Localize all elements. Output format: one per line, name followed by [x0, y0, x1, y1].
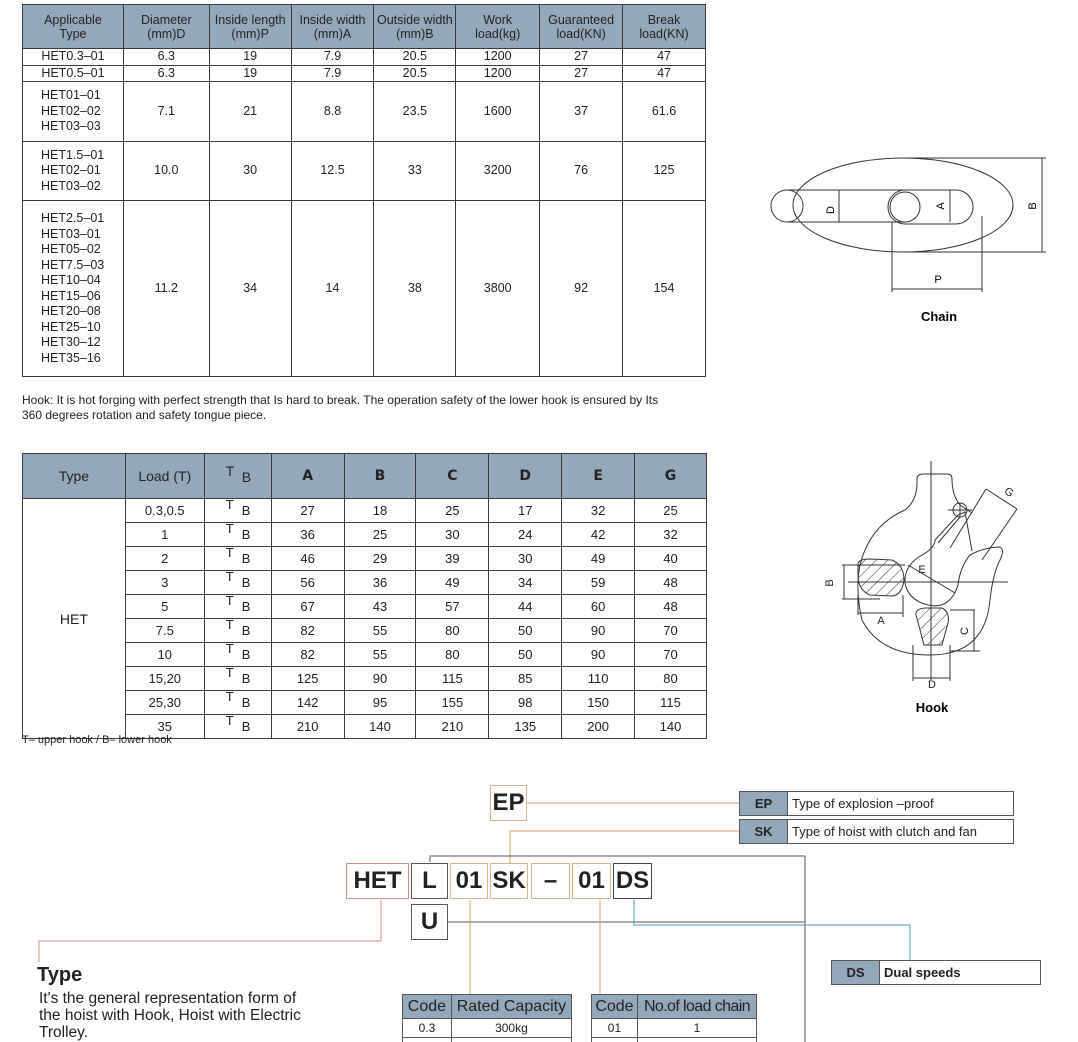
cell-p: 21	[209, 82, 291, 142]
cell-d: 11.2	[123, 201, 209, 377]
cell-dimension: 80	[416, 643, 489, 667]
label-g: G	[1001, 485, 1016, 500]
cell-guaranteed: 92	[540, 201, 623, 377]
b-mark: B	[241, 719, 251, 734]
header-code: Code	[403, 995, 452, 1019]
code-u: U	[411, 904, 448, 940]
t-mark: T	[225, 497, 234, 512]
column-header-line: Type	[59, 26, 87, 41]
cell-dimension: 140	[344, 715, 416, 739]
cell-dimension: 90	[562, 643, 635, 667]
column-header-line: Outside width	[376, 12, 453, 27]
cell-dimension: 70	[635, 619, 707, 643]
table-header-row	[403, 995, 572, 1019]
cell-load: 35	[125, 715, 204, 739]
cell-dimension: 140	[635, 715, 707, 739]
legend-value: Dual speeds	[880, 961, 1040, 984]
cell-load: 3	[125, 571, 204, 595]
cell-dimension: 24	[489, 523, 562, 547]
cell-dimension: 32	[562, 499, 635, 523]
cell-dimension: 34	[489, 571, 562, 595]
cell-dimension: 39	[416, 547, 489, 571]
t-mark: T	[225, 713, 234, 728]
code-sk: SK	[490, 863, 528, 899]
cell-work: 1600	[456, 82, 540, 142]
cell-a: 7.9	[291, 49, 374, 66]
table-header-row	[592, 995, 757, 1019]
label-e: E	[918, 564, 926, 576]
cell-p: 30	[209, 141, 291, 201]
cell-break: 125	[623, 141, 706, 201]
cell-break: 61.6	[623, 82, 706, 142]
b-mark: B	[241, 599, 251, 614]
cell-dimension: 46	[271, 547, 344, 571]
cell-dimension: 25	[416, 499, 489, 523]
cell-load: 1	[125, 523, 204, 547]
column-header-line: Diameter	[140, 12, 192, 27]
cell-dimension: 30	[416, 523, 489, 547]
cell-work: 1200	[456, 49, 540, 66]
load-chain-table	[591, 994, 757, 1042]
cell-dimension: 29	[344, 547, 416, 571]
type-code: HET0.3–01	[41, 49, 105, 63]
column-header-line: (mm)D	[147, 26, 186, 41]
legend-key: EP	[740, 792, 788, 815]
cell-break: 154	[623, 201, 706, 377]
cell-a: 14	[291, 201, 374, 377]
cell-load: 2	[125, 547, 204, 571]
header-d: D	[489, 454, 562, 499]
type-code: HET1.5–01	[41, 147, 105, 162]
header-code: Code	[592, 995, 638, 1019]
legend-key: SK	[740, 820, 788, 843]
cell-dimension: 50	[489, 619, 562, 643]
header-load: Load (T)	[125, 454, 204, 499]
cell-break: 47	[623, 49, 706, 66]
cell-p: 19	[209, 65, 291, 82]
cell-a: 12.5	[291, 141, 374, 201]
column-header-line: Break	[647, 12, 681, 27]
label-c: C	[959, 627, 971, 635]
label-b: B	[824, 579, 836, 587]
cell-load: 7.5	[125, 619, 204, 643]
cell-dimension: 70	[635, 643, 707, 667]
hook-caption: Hook	[915, 700, 949, 715]
hook-description-line: 360 degrees rotation and safety tongue piece.	[22, 408, 267, 422]
cell-dimension: 55	[344, 619, 416, 643]
cell-code: 0.3	[403, 1019, 452, 1038]
type-code: HET0.5–01	[41, 65, 105, 80]
cell-dimension: 49	[416, 571, 489, 595]
type-title: Type	[37, 964, 83, 986]
cell-load: 0.3,0.5	[125, 499, 204, 523]
cell-dimension: 50	[489, 643, 562, 667]
header-b-dim: B	[344, 454, 416, 499]
column-header-line: Applicable	[44, 12, 102, 27]
column-header-line: Inside length	[214, 12, 286, 27]
header-type: Type	[23, 454, 126, 499]
cell-dimension: 125	[271, 667, 344, 691]
cell-load: 10	[125, 643, 204, 667]
column-header-line: (mm)A	[313, 26, 352, 41]
cell-dimension: 135	[489, 715, 562, 739]
label-b: B	[1027, 202, 1039, 210]
code-capacity: 01	[450, 863, 488, 899]
column-header-line: (mm)B	[396, 26, 434, 41]
b-mark: B	[241, 623, 251, 638]
cell-load: 25,30	[125, 691, 204, 715]
cell-load: 5	[125, 595, 204, 619]
type-description-line: It's the general representation form of	[39, 990, 297, 1007]
t-mark: T	[225, 521, 234, 536]
cell-b: 33	[374, 141, 456, 201]
cell-dimension: 115	[635, 691, 707, 715]
cell-p: 34	[209, 201, 291, 377]
cell-dimension: 80	[416, 619, 489, 643]
cell-dimension: 36	[271, 523, 344, 547]
legend-value: Type of hoist with clutch and fan	[788, 820, 1013, 843]
column-header-line: Work	[483, 12, 513, 27]
cell-dimension: 49	[562, 547, 635, 571]
b-mark: B	[241, 503, 251, 518]
cell-dimension: 115	[416, 667, 489, 691]
type-code: HET25–10	[41, 319, 101, 334]
t-mark: T	[225, 641, 234, 656]
cell-d: 7.1	[123, 82, 209, 142]
type-code: HET03–02	[41, 178, 101, 193]
cell-break: 47	[623, 65, 706, 82]
t-mark: T	[225, 617, 234, 632]
cell-capacity: 300kg	[451, 1019, 571, 1038]
cell-dimension: 98	[489, 691, 562, 715]
cell-dimension: 150	[562, 691, 635, 715]
header-g: G	[635, 454, 707, 499]
cell-dimension: 60	[562, 595, 635, 619]
b-mark: B	[241, 671, 251, 686]
type-description-line: the hoist with Hook, Hoist with Electric	[39, 1007, 301, 1024]
label-p: P	[934, 274, 942, 286]
cell-guaranteed: 27	[540, 65, 623, 82]
cell-dimension: 42	[562, 523, 635, 547]
cell-guaranteed: 76	[540, 141, 623, 201]
header-b: B	[241, 468, 252, 485]
table-row	[592, 1019, 757, 1038]
rated-capacity-table	[402, 994, 572, 1042]
legend-value: Type of explosion –proof	[788, 792, 1013, 815]
type-code: HET01–01	[41, 88, 101, 102]
cell-dimension: 67	[271, 595, 344, 619]
t-mark: T	[225, 665, 234, 680]
legend-ep	[739, 791, 1014, 816]
cell-dimension: 210	[271, 715, 344, 739]
type-code: HET30–12	[41, 335, 101, 349]
cell-dimension: 43	[344, 595, 416, 619]
type-code: HET20–08	[41, 304, 101, 318]
cell-dimension: 48	[635, 571, 707, 595]
cell-type: HET	[23, 499, 126, 739]
b-mark: B	[241, 575, 251, 590]
cell-d: 6.3	[123, 65, 209, 82]
column-header-line: load(KN)	[639, 26, 689, 41]
cell-guaranteed: 37	[540, 82, 623, 142]
chain-caption: Chain	[920, 309, 958, 324]
t-mark: T	[225, 689, 234, 704]
cell-dimension: 56	[271, 571, 344, 595]
cell-d: 6.3	[123, 49, 209, 66]
hook-tb-legend: T– upper hook / B– lower hook	[22, 734, 172, 746]
column-header-line: Inside width	[299, 12, 366, 27]
header-t: T	[225, 462, 235, 479]
cell-dimension: 210	[416, 715, 489, 739]
cell-work: 1200	[456, 65, 540, 82]
type-code: HET2.5–01	[41, 211, 105, 225]
cell-work: 3200	[456, 141, 540, 201]
header-load-chain: No.of load chain	[637, 995, 756, 1019]
code-l: L	[411, 863, 448, 899]
cell-dimension: 36	[344, 571, 416, 595]
code-het: HET	[346, 863, 409, 899]
cell-guaranteed: 27	[540, 49, 623, 66]
label-a: A	[935, 202, 947, 210]
cell-dimension: 25	[635, 499, 707, 523]
cell-dimension: 90	[562, 619, 635, 643]
column-header-line: (mm)P	[231, 26, 269, 41]
cell-code: 01	[592, 1019, 638, 1038]
cell-b: 20.5	[374, 65, 456, 82]
table-row	[403, 1019, 572, 1038]
type-code: HET35–16	[41, 350, 101, 365]
b-mark: B	[241, 551, 251, 566]
code-dash: –	[531, 863, 570, 899]
code-chain-count: 01	[572, 863, 611, 899]
cell-dimension: 48	[635, 595, 707, 619]
cell-d: 10.0	[123, 141, 209, 201]
cell-dimension: 95	[344, 691, 416, 715]
cell-b: 20.5	[374, 49, 456, 66]
cell-a: 8.8	[291, 82, 374, 142]
type-code: HET7.5–03	[41, 257, 105, 272]
cell-dimension: 85	[489, 667, 562, 691]
cell-b: 38	[374, 201, 456, 377]
label-d: D	[825, 206, 837, 214]
cell-dimension: 44	[489, 595, 562, 619]
type-code: HET10–04	[41, 273, 101, 287]
code-ep: EP	[490, 785, 527, 821]
hook-description-line: Hook: It is hot forging with perfect strength that Is hard to break. The operation safety of the lower hook is ensured by Its	[22, 393, 659, 407]
cell-a: 7.9	[291, 65, 374, 82]
cell-work: 3800	[456, 201, 540, 377]
type-code: HET05–02	[41, 242, 101, 256]
cell-chain-count: 1	[637, 1019, 756, 1038]
cell-dimension: 18	[344, 499, 416, 523]
type-code: HET03–01	[41, 226, 101, 241]
type-code: HET03–03	[41, 119, 101, 133]
t-mark: T	[225, 545, 234, 560]
cell-dimension: 30	[489, 547, 562, 571]
legend-key: DS	[832, 961, 880, 984]
cell-dimension: 55	[344, 643, 416, 667]
cell-dimension: 27	[271, 499, 344, 523]
legend-ds	[831, 960, 1041, 985]
column-header-line: load(kg)	[475, 26, 521, 41]
cell-dimension: 25	[344, 523, 416, 547]
type-code: HET02–01	[41, 163, 101, 177]
cell-dimension: 110	[562, 667, 635, 691]
cell-dimension: 155	[416, 691, 489, 715]
cell-dimension: 200	[562, 715, 635, 739]
label-a: A	[877, 615, 885, 627]
type-code: HET02–02	[41, 103, 101, 118]
column-header-line: Guaranteed	[548, 12, 615, 27]
code-ds: DS	[613, 863, 652, 899]
header-rated-capacity: Rated Capacity	[451, 995, 571, 1019]
legend-sk	[739, 819, 1014, 844]
b-mark: B	[241, 647, 251, 662]
header-e: E	[562, 454, 635, 499]
cell-dimension: 82	[271, 643, 344, 667]
t-mark: T	[225, 569, 234, 584]
b-mark: B	[241, 527, 251, 542]
cell-load: 15,20	[125, 667, 204, 691]
b-mark: B	[241, 695, 251, 710]
cell-dimension: 40	[635, 547, 707, 571]
header-c: C	[416, 454, 489, 499]
t-mark: T	[225, 593, 234, 608]
type-description-line: Trolley.	[39, 1024, 89, 1041]
cell-dimension: 59	[562, 571, 635, 595]
column-header-line: load(KN)	[556, 26, 606, 41]
cell-dimension: 142	[271, 691, 344, 715]
cell-dimension: 57	[416, 595, 489, 619]
cell-dimension: 80	[635, 667, 707, 691]
cell-dimension: 90	[344, 667, 416, 691]
cell-dimension: 32	[635, 523, 707, 547]
header-a: A	[271, 454, 344, 499]
type-code: HET15–06	[41, 288, 101, 303]
label-d: D	[928, 679, 936, 691]
type-description	[39, 990, 339, 1041]
cell-b: 23.5	[374, 82, 456, 142]
cell-dimension: 82	[271, 619, 344, 643]
cell-p: 19	[209, 49, 291, 66]
cell-dimension: 17	[489, 499, 562, 523]
